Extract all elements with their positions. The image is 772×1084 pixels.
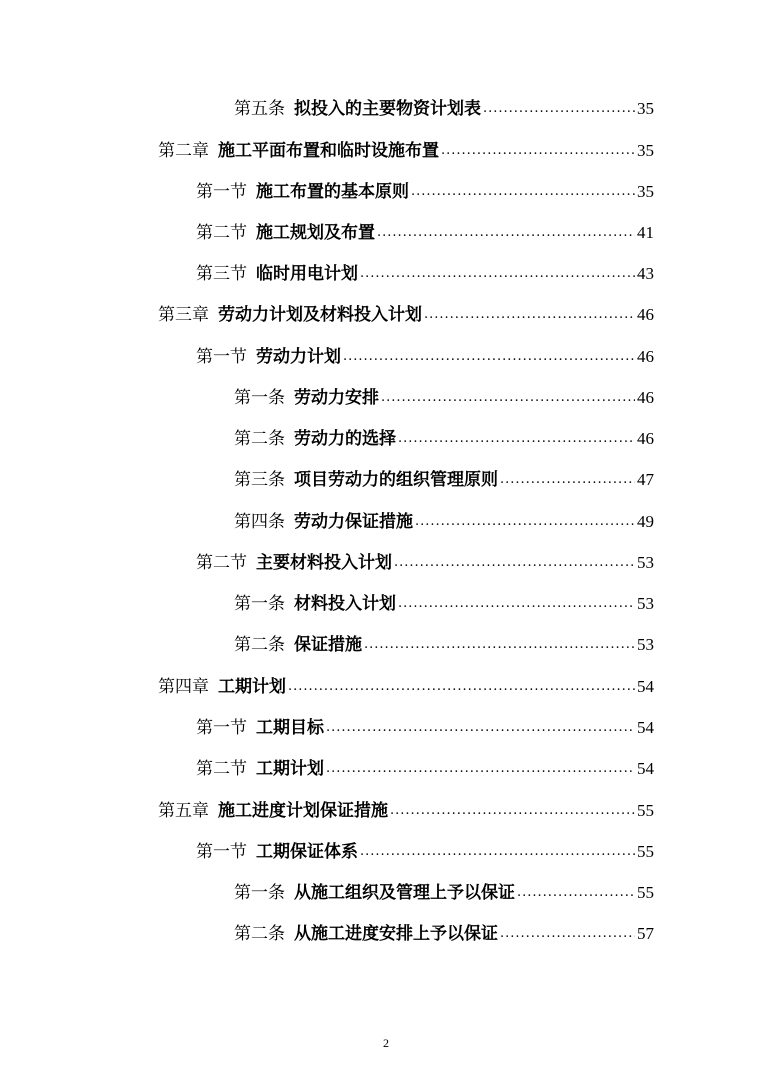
dot-leader (500, 471, 635, 491)
entry-number: 第一节 (196, 718, 247, 738)
entry-number: 第四章 (158, 677, 209, 697)
dot-leader (360, 843, 635, 863)
entry-number: 第一条 (234, 388, 285, 408)
toc-entry[interactable] (196, 711, 654, 739)
entry-number: 第五章 (158, 801, 209, 821)
entry-title: 工期计划 (218, 677, 286, 697)
entry-title: 材料投入计划 (294, 594, 396, 614)
entry-title: 工期目标 (256, 718, 324, 738)
dot-leader (441, 142, 635, 162)
entry-page-number: 55 (637, 883, 654, 902)
entry-number: 第二条 (234, 635, 285, 655)
toc-entry[interactable] (234, 876, 654, 904)
entry-page-number: 54 (637, 677, 654, 696)
entry-number: 第二节 (196, 553, 247, 573)
dot-leader (398, 430, 635, 450)
dot-leader (415, 513, 635, 533)
toc-entry[interactable] (234, 463, 654, 491)
toc-entry[interactable] (234, 917, 654, 945)
toc-entry[interactable] (234, 628, 654, 656)
dot-leader (377, 224, 635, 244)
toc-entry[interactable] (196, 257, 654, 285)
entry-page-number: 54 (637, 718, 654, 737)
toc-entry[interactable] (158, 298, 654, 326)
entry-page-number: 55 (637, 842, 654, 861)
entry-page-number: 53 (637, 594, 654, 613)
entry-page-number: 46 (637, 305, 654, 324)
entry-title: 项目劳动力的组织管理原则 (294, 470, 498, 490)
toc-entry[interactable] (196, 752, 654, 780)
entry-title: 劳动力保证措施 (294, 512, 413, 532)
entry-title: 劳动力计划 (256, 347, 341, 367)
entry-title: 从施工进度安排上予以保证 (294, 924, 498, 944)
entry-page-number: 35 (637, 182, 654, 201)
entry-page-number: 41 (637, 223, 654, 242)
entry-number: 第二节 (196, 759, 247, 779)
entry-number: 第一节 (196, 347, 247, 367)
dot-leader (364, 636, 635, 656)
entry-title: 施工进度计划保证措施 (218, 801, 388, 821)
dot-leader (360, 265, 635, 285)
dot-leader (517, 884, 635, 904)
entry-page-number: 35 (637, 99, 654, 118)
entry-number: 第三条 (234, 470, 285, 490)
toc-entry[interactable] (196, 546, 654, 574)
entry-page-number: 54 (637, 759, 654, 778)
entry-title: 临时用电计划 (256, 264, 358, 284)
dot-leader (500, 925, 635, 945)
dot-leader (424, 306, 635, 326)
dot-leader (326, 719, 635, 739)
toc-entry[interactable] (196, 175, 654, 203)
entry-title: 从施工组织及管理上予以保证 (294, 883, 515, 903)
entry-number: 第四条 (234, 512, 285, 532)
dot-leader (381, 389, 635, 409)
toc-entry[interactable] (234, 381, 654, 409)
entry-title: 劳动力计划及材料投入计划 (218, 305, 422, 325)
dot-leader (394, 554, 635, 574)
dot-leader (390, 802, 635, 822)
entry-number: 第二条 (234, 924, 285, 944)
entry-title: 拟投入的主要物资计划表 (294, 99, 481, 119)
entry-title: 劳动力安排 (294, 388, 379, 408)
entry-title: 工期计划 (256, 759, 324, 779)
dot-leader (288, 678, 635, 698)
entry-page-number: 35 (637, 141, 654, 160)
toc-entry[interactable] (234, 587, 654, 615)
entry-title: 施工平面布置和临时设施布置 (218, 141, 439, 161)
toc-entry[interactable] (234, 92, 654, 120)
page-number: 2 (383, 1036, 389, 1050)
entry-number: 第二节 (196, 223, 247, 243)
entry-title: 工期保证体系 (256, 842, 358, 862)
toc-entry[interactable] (196, 835, 654, 863)
dot-leader (343, 348, 635, 368)
dot-leader (326, 760, 635, 780)
entry-title: 主要材料投入计划 (256, 553, 392, 573)
entry-page-number: 43 (637, 264, 654, 283)
entry-title: 施工规划及布置 (256, 223, 375, 243)
entry-number: 第二条 (234, 429, 285, 449)
entry-page-number: 46 (637, 429, 654, 448)
entry-page-number: 53 (637, 635, 654, 654)
entry-page-number: 47 (637, 470, 654, 489)
entry-number: 第一节 (196, 842, 247, 862)
entry-page-number: 57 (637, 924, 654, 943)
entry-page-number: 53 (637, 553, 654, 572)
entry-page-number: 55 (637, 801, 654, 820)
toc-entry[interactable] (158, 134, 654, 162)
entry-number: 第三节 (196, 264, 247, 284)
toc-entry[interactable] (158, 794, 654, 822)
entry-number: 第二章 (158, 141, 209, 161)
entry-title: 劳动力的选择 (294, 429, 396, 449)
toc-entry[interactable] (234, 422, 654, 450)
toc-entry[interactable] (196, 340, 654, 368)
toc-entry[interactable] (196, 216, 654, 244)
entry-page-number: 49 (637, 512, 654, 531)
toc-entry[interactable] (234, 505, 654, 533)
entry-page-number: 46 (637, 388, 654, 407)
entry-number: 第一条 (234, 883, 285, 903)
entry-number: 第三章 (158, 305, 209, 325)
entry-number: 第一条 (234, 594, 285, 614)
toc-entry[interactable] (158, 670, 654, 698)
dot-leader (411, 183, 635, 203)
dot-leader (483, 100, 635, 120)
entry-number: 第一节 (196, 182, 247, 202)
entry-number: 第五条 (234, 99, 285, 119)
entry-title: 保证措施 (294, 635, 362, 655)
entry-page-number: 46 (637, 347, 654, 366)
entry-title: 施工布置的基本原则 (256, 182, 409, 202)
dot-leader (398, 595, 635, 615)
